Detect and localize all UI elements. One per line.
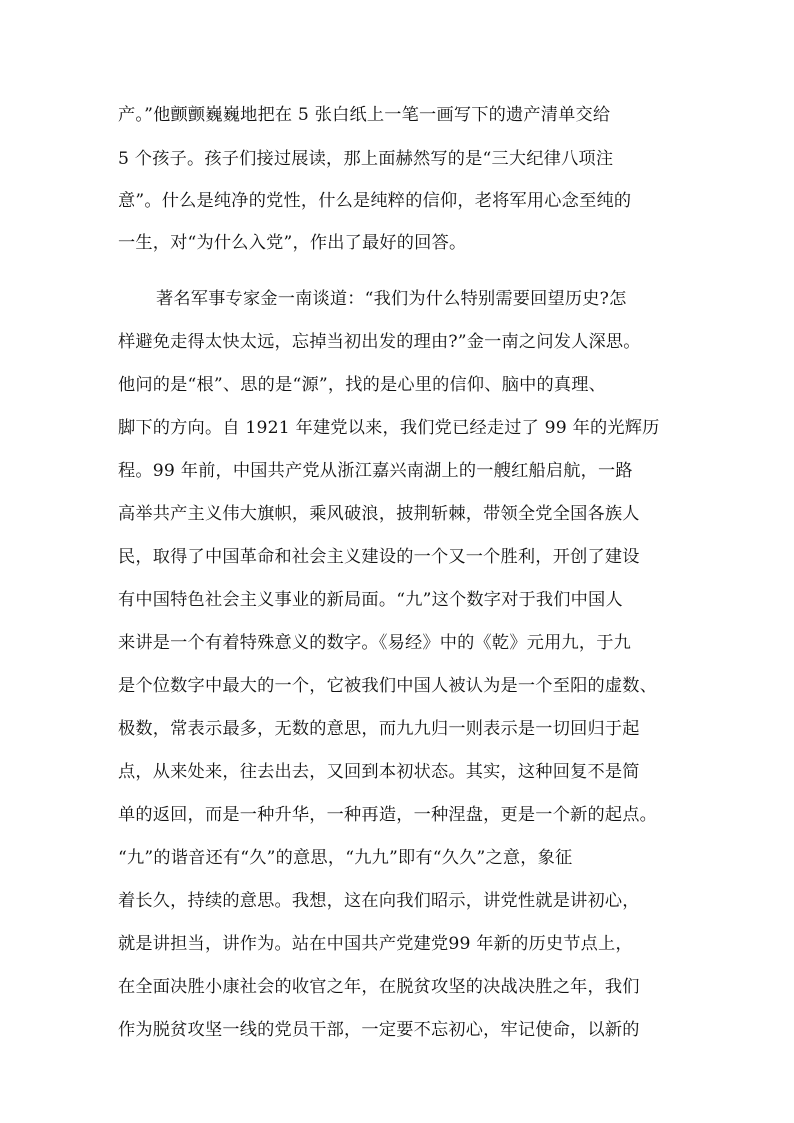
text-line: 产。”他颤颤巍巍地把在 5 张白纸上一笔一画写下的遗产清单交给 [118,105,611,125]
text-line: 脚下的方向。自 1921 年建党以来，我们党已经走过了 99 年的光辉历 [118,418,660,438]
text-line: 作为脱贫攻坚一线的党员干部，一定要不忘初心，牢记使命，以新的 [118,1020,640,1040]
text-line: 极数，常表示最多，无数的意思，而九九归一则表示是一切回归于起 [118,719,640,739]
text-line: 就是讲担当，讲作为。站在中国共产党建党99 年新的历史节点上， [118,934,633,954]
text-line: 他问的是“根”、思的是“源”，找的是心里的信仰、脑中的真理、 [118,375,607,395]
text-line: 有中国特色社会主义事业的新局面。“九”这个数字对于我们中国人 [118,590,623,610]
paragraph-first-line: 著名军事专家金一南谈道：“我们为什么特别需要回望历史?怎 [156,289,627,309]
text-line: 点，从来处来，往去出去，又回到本初状态。其实，这种回复不是简 [118,762,640,782]
text-line: 样避免走得太快太远，忘掉当初出发的理由?”金一南之问发人深思。 [118,332,641,352]
text-line: 程。99 年前，中国共产党从浙江嘉兴南湖上的一艘红船启航，一路 [118,461,633,481]
text-line: 意”。什么是纯净的党性，什么是纯粹的信仰，老将军用心念至纯的 [118,191,632,211]
text-line: 民，取得了中国革命和社会主义建设的一个又一个胜利，开创了建设 [118,547,640,567]
text-line: 是个位数字中最大的一个，它被我们中国人被认为是一个至阳的虚数、 [118,676,658,696]
text-line: 5 个孩子。孩子们接过展读，那上面赫然写的是“三大纪律八项注 [118,149,614,169]
text-line: “九”的谐音还有“久”的意思，“九九”即有“久久”之意，象征 [118,848,573,868]
text-line: 着长久，持续的意思。我想，这在向我们昭示，讲党性就是讲初心， [118,891,640,911]
text-line: 高举共产主义伟大旗帜，乘风破浪，披荆斩棘，带领全党全国各族人 [118,504,640,524]
text-line: 单的返回，而是一种升华，一种再造，一种涅盘，更是一个新的起点。 [118,805,658,825]
text-line: 来讲是一个有着特殊意义的数字。《易经》中的《乾》元用九，于九 [118,633,632,653]
text-line: 在全面决胜小康社会的收官之年，在脱贫攻坚的决战决胜之年，我们 [118,977,640,997]
text-line: 一生，对“为什么入党”，作出了最好的回答。 [118,233,467,253]
